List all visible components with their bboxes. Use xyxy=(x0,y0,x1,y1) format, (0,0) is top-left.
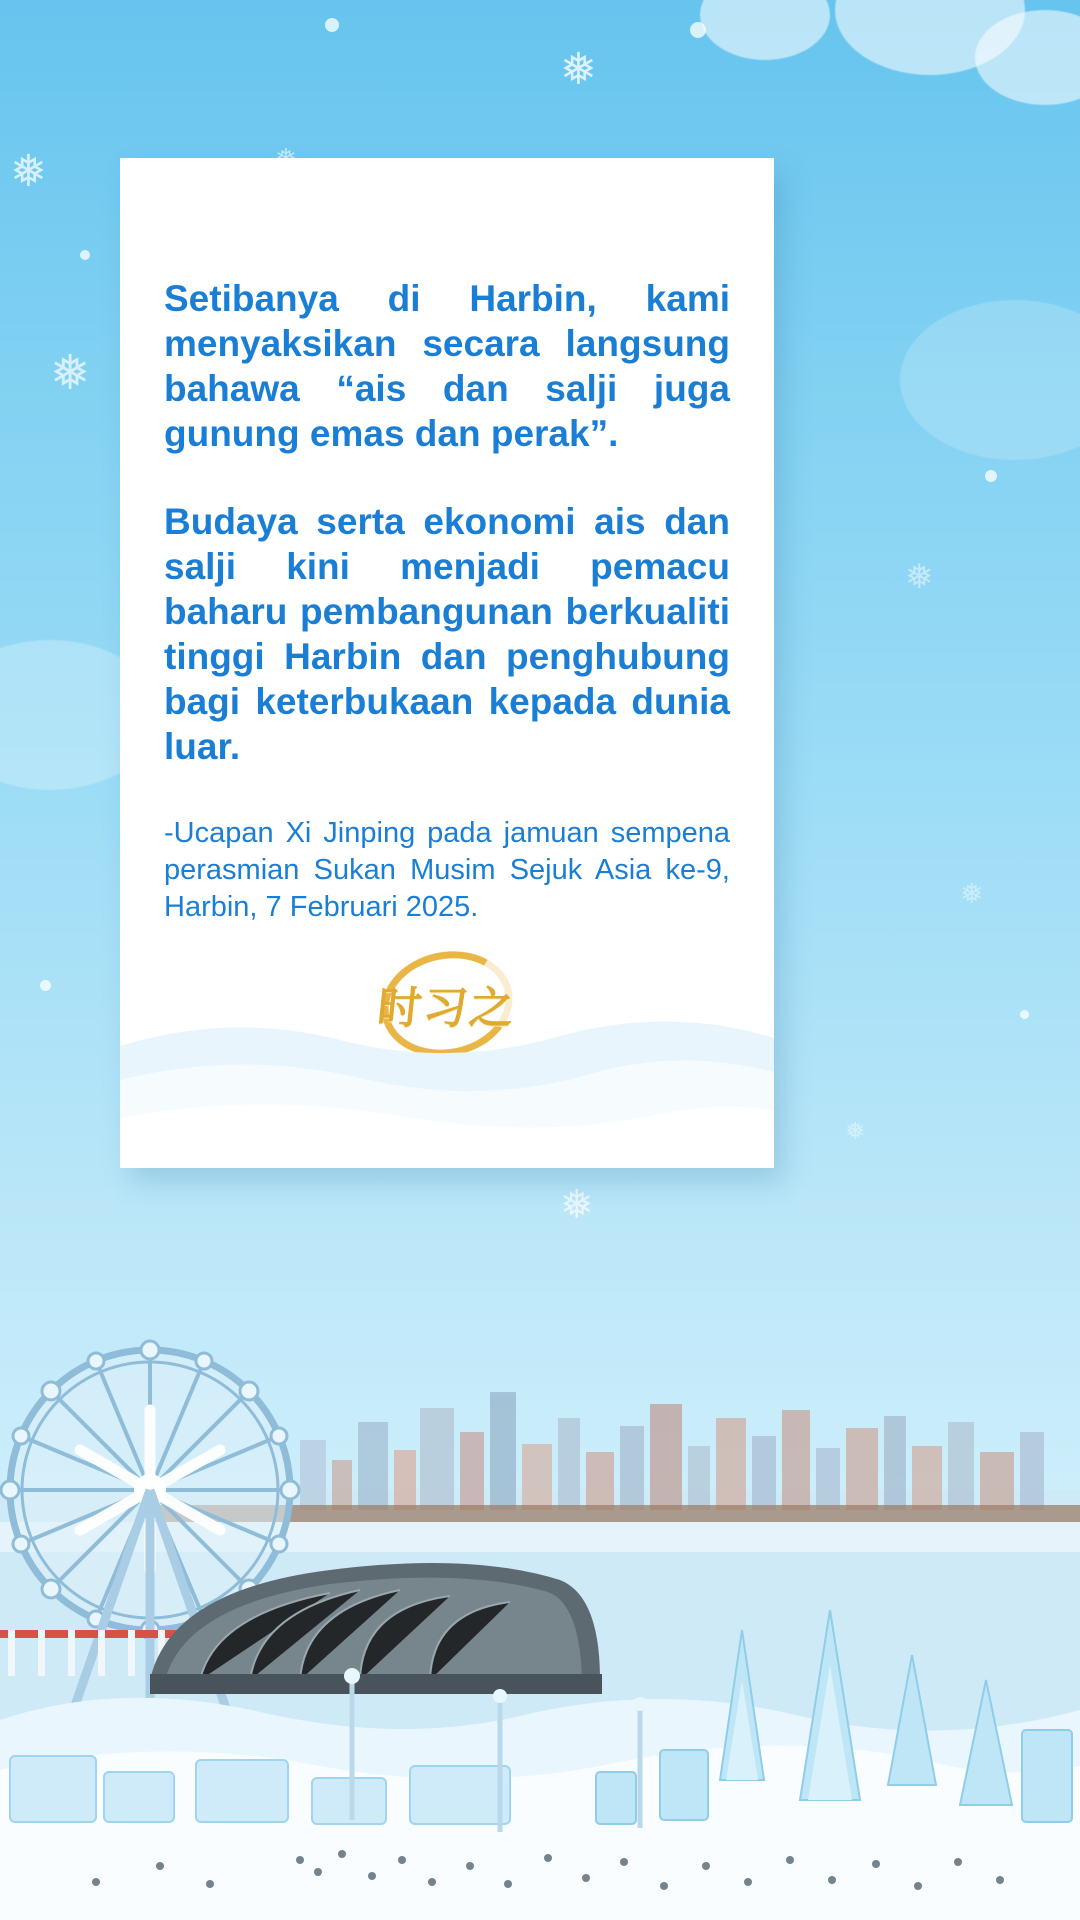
snowflake-icon: ❅ xyxy=(845,1118,866,1145)
snow-dot xyxy=(40,980,51,991)
snow-dot xyxy=(325,18,339,32)
card-content xyxy=(120,158,774,927)
cloud-blob xyxy=(700,0,830,60)
harbin-scene xyxy=(0,1160,1080,1920)
snowflake-icon: ❅ xyxy=(960,878,984,909)
snowflake-icon: ❅ xyxy=(50,347,91,400)
snow-dot xyxy=(80,250,90,260)
ice-blocks-left xyxy=(10,1756,510,1824)
quote-card xyxy=(120,158,774,1168)
snow-dot xyxy=(1020,1010,1029,1019)
snowflake-icon: ❅ xyxy=(905,558,934,596)
cloud-blob xyxy=(900,300,1080,460)
snowflake-icon: ❅ xyxy=(560,45,597,94)
card-snow-hills xyxy=(120,968,774,1168)
snowflake-icon: ❅ xyxy=(10,147,47,196)
quote-paragraph-2: Budaya serta ekonomi ais dan salji kini menjadi pemacu baharu pembangunan berkualiti tinggi Harbin dan penghubung bagi keterbukaan kepada dunia luar. xyxy=(164,500,730,768)
snow-dot xyxy=(985,470,997,482)
quote-attribution: -Ucapan Xi Jinping pada jamuan sempena perasmian Sukan Musim Sejuk Asia ke-9, Harbin, 7 Februari 2025. xyxy=(164,817,730,924)
snowflake-icon: ❅ xyxy=(560,1183,594,1227)
seal-text: 时习之 xyxy=(374,983,519,1034)
snow-dot xyxy=(690,22,706,38)
quote-paragraph-1: Setibanya di Harbin, kami menyaksikan secara langsung bahawa “ais dan salji juga gunung emas dan perak”. xyxy=(164,278,730,455)
